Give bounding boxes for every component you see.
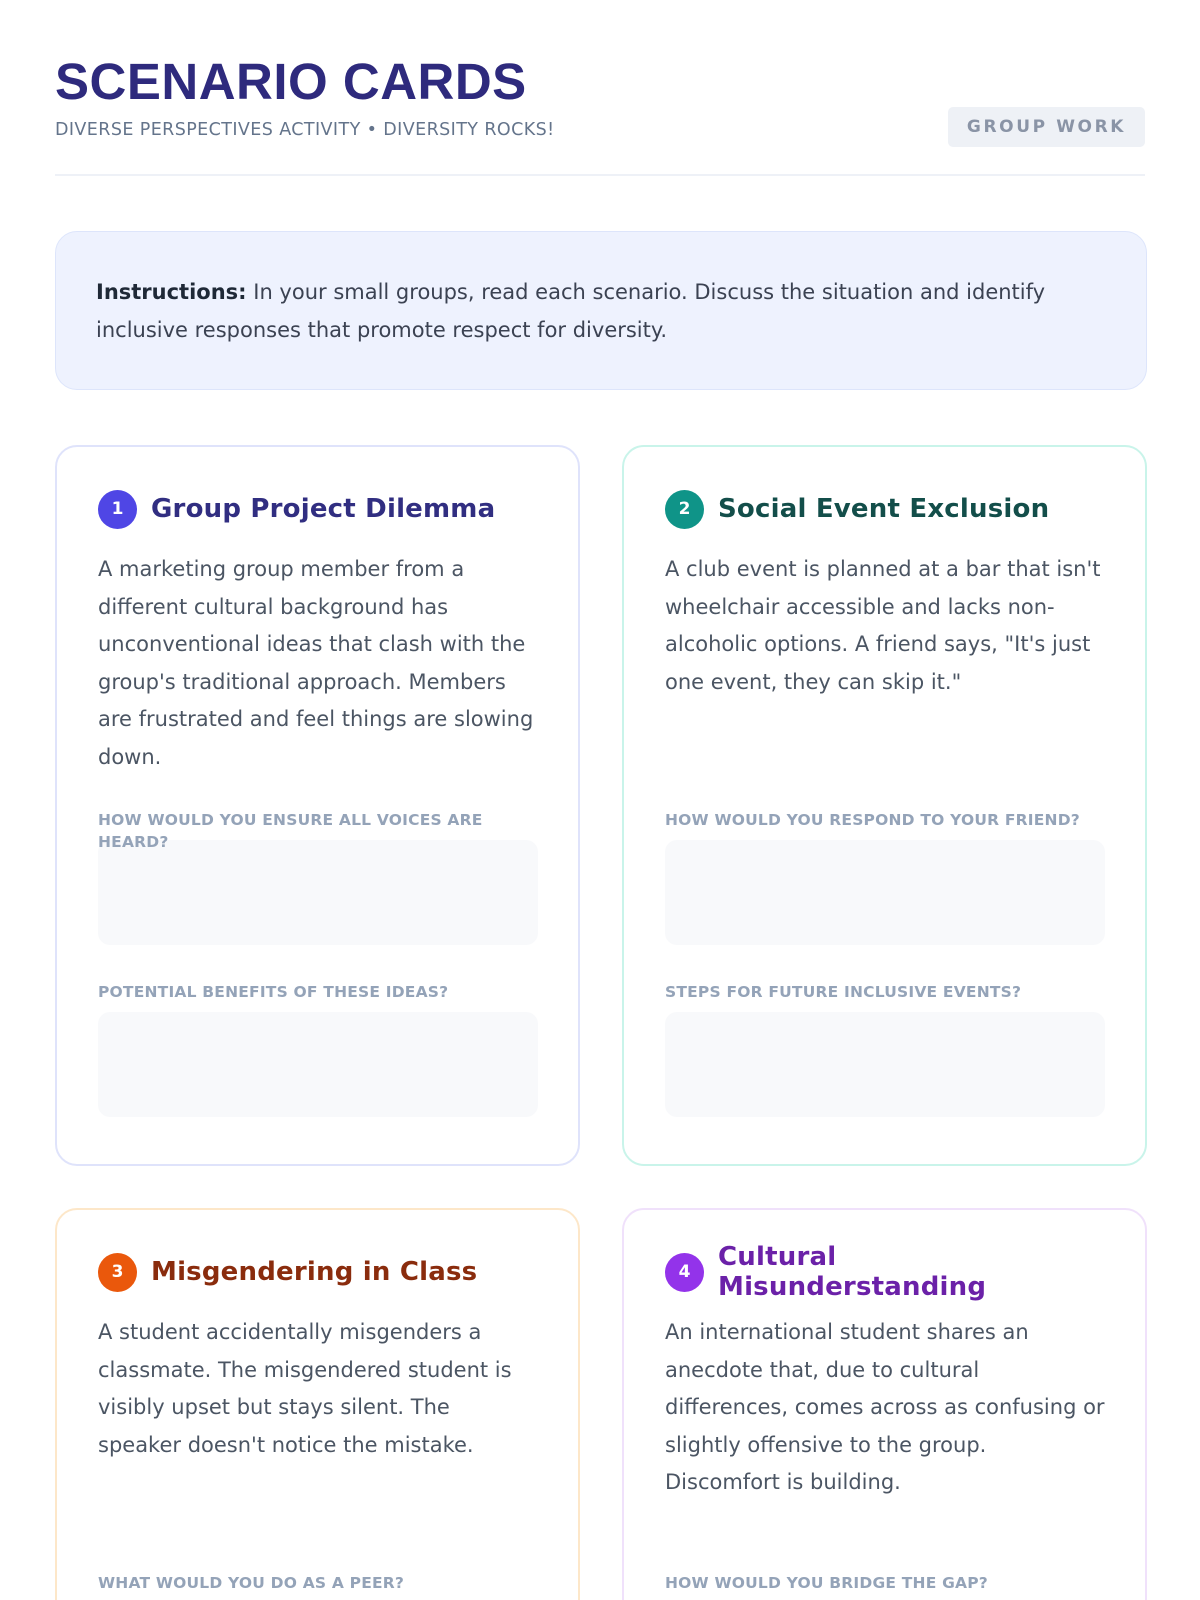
question-label: POTENTIAL BENEFITS OF THESE IDEAS?: [98, 983, 449, 1001]
question-label: HOW WOULD YOU RESPOND TO YOUR FRIEND?: [665, 811, 1080, 829]
scenario-card-1: [55, 445, 580, 1166]
answer-field[interactable]: [98, 1012, 538, 1117]
card-scenario-text: A student accidentally misgenders a classmate. The misgendered student is visibly upset but stays silent. The speaker doesn't notice the mistake.: [98, 1320, 512, 1457]
page-subtitle: DIVERSE PERSPECTIVES ACTIVITY • DIVERSITY ROCKS!: [55, 120, 555, 140]
instructions-label: Instructions:: [96, 280, 247, 304]
card-number-badge: 1: [98, 490, 137, 529]
answer-field[interactable]: [665, 840, 1105, 945]
answer-field[interactable]: [98, 840, 538, 945]
card-title: Misgendering in Class: [151, 1257, 478, 1287]
instructions-text: In your small groups, read each scenario. Discuss the situation and identify inclusive responses that promote respect for diversity.: [96, 280, 1046, 342]
scenario-card-2: [622, 445, 1147, 1166]
card-scenario-text: A club event is planned at a bar that isn't wheelchair accessible and lacks non-alcoholic options. A friend says, "It's just one event, they can skip it.": [665, 557, 1101, 694]
question-label: WHAT WOULD YOU DO AS A PEER?: [98, 1574, 405, 1592]
card-number-badge: 2: [665, 490, 704, 529]
card-scenario-text: A marketing group member from a different cultural background has unconventional ideas that clash with the group's traditional approach. Members are frustrated and feel things are slowing down.: [98, 557, 534, 769]
card-scenario-text: An international student shares an anecdote that, due to cultural differences, comes across as confusing or slightly offensive to the group. Discomfort is building.: [665, 1320, 1105, 1495]
page-header: [55, 0, 1145, 176]
card-title: Group Project Dilemma: [151, 494, 496, 524]
group-work-badge: GROUP WORK: [948, 107, 1145, 147]
question-label: STEPS FOR FUTURE INCLUSIVE EVENTS?: [665, 983, 1022, 1001]
question-label: HOW WOULD YOU BRIDGE THE GAP?: [665, 1574, 988, 1592]
card-number-badge: 3: [98, 1253, 137, 1292]
page-title: SCENARIO CARDS: [55, 53, 527, 110]
card-number-badge: 4: [665, 1253, 704, 1292]
question-label: HOW WOULD YOU ENSURE ALL VOICES ARE HEARD?: [98, 811, 483, 851]
card-title: Social Event Exclusion: [718, 494, 1050, 524]
card-header: [665, 488, 1105, 530]
card-header: [98, 1251, 538, 1293]
card-header: [98, 488, 538, 530]
card-title: Cultural Misunderstanding: [718, 1242, 987, 1302]
scenario-card-3: [55, 1208, 580, 1600]
card-header: [665, 1242, 1105, 1302]
answer-field[interactable]: [665, 1012, 1105, 1117]
scenario-card-4: [622, 1208, 1147, 1600]
instructions-box: [55, 231, 1147, 390]
